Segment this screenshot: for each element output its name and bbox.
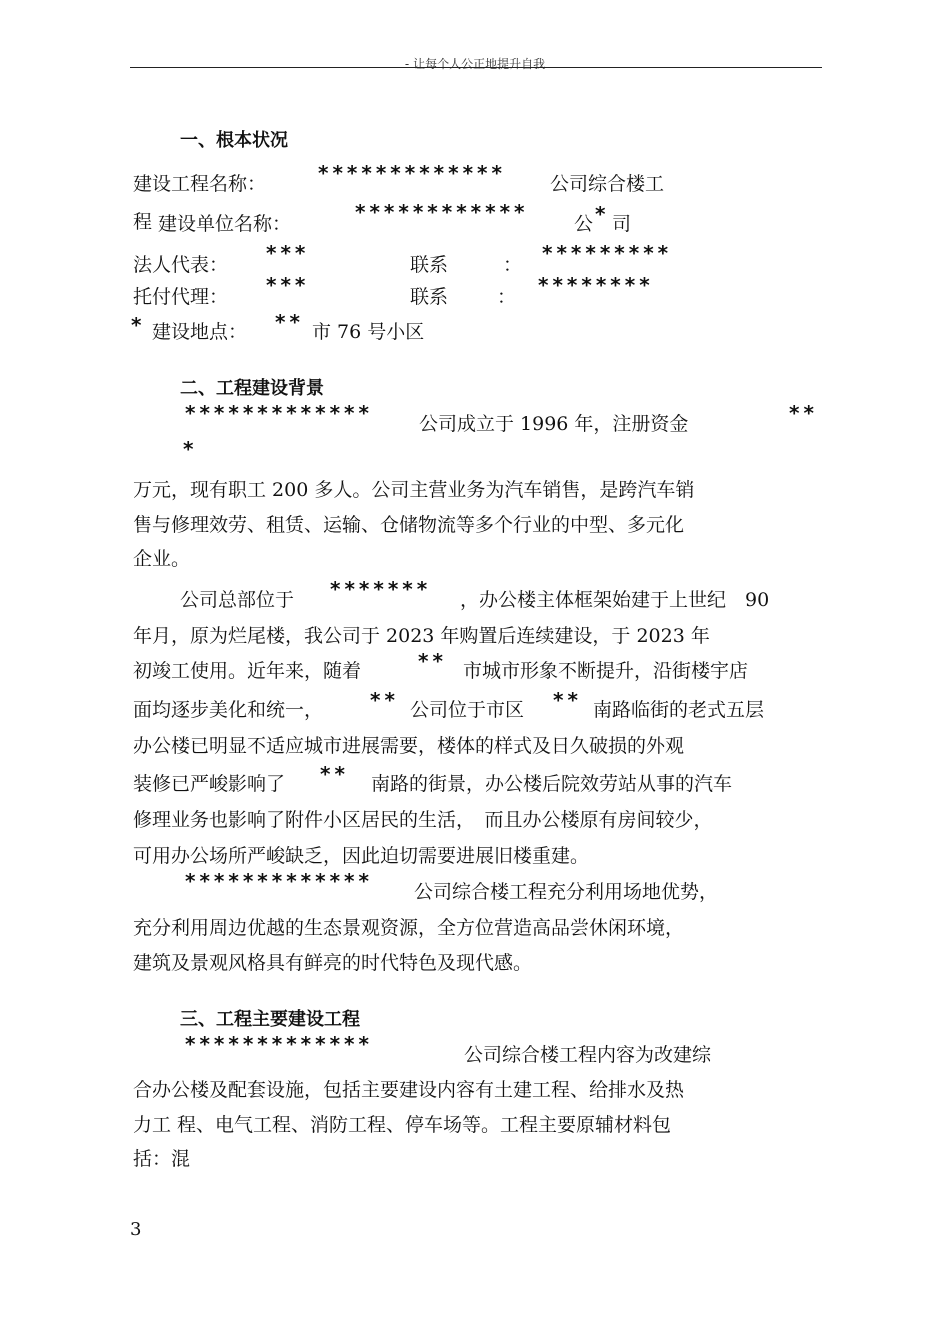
agent-label: 托付代理： bbox=[133, 286, 229, 308]
p2-line6-a: 装修已严峻影响了 bbox=[133, 773, 286, 795]
section-heading-1: 一、根本状况 bbox=[180, 130, 288, 151]
project-name-label: 建设工程名称： bbox=[133, 173, 267, 195]
p2-line6-mask: ** bbox=[320, 762, 349, 786]
p3-line3: 建筑及景观风格具有鲜亮的时代特色及现代感。 bbox=[133, 952, 533, 974]
p1-line4: 企业。 bbox=[133, 548, 191, 570]
page-header-text: - 让每个人公正地提升自我 bbox=[404, 57, 546, 71]
p1-line1-text: 公司成立于 1996 年，注册资金 bbox=[419, 413, 689, 435]
site-label: 建设地点： bbox=[152, 321, 248, 343]
s3-line3: 力工 程、电气工程、消防工程、停车场等。工程主要原辅材料包 bbox=[133, 1114, 672, 1136]
p2-line3-mask: ** bbox=[418, 649, 447, 673]
p2-line8: 可用办公场所严峻缺乏，因此迫切需要进展旧楼重建。 bbox=[133, 845, 590, 867]
s3-company-mask: ************* bbox=[185, 1032, 373, 1056]
project-name-suffix: 公司综合楼工 bbox=[550, 173, 665, 195]
site-mask: ** bbox=[275, 310, 304, 334]
unit-name-suffix-a: 公 bbox=[574, 213, 594, 235]
p1-capital-mask: ** bbox=[789, 401, 818, 425]
site-star: * bbox=[131, 313, 146, 337]
p2-line6-b: 南路的街景，办公楼后院效劳站从事的汽车 bbox=[371, 773, 733, 795]
contact-label-1: 联系 bbox=[410, 254, 449, 276]
p2-line4-a: 面均逐步美化和统一， bbox=[133, 699, 324, 721]
agent-mask: *** bbox=[266, 273, 310, 297]
page-number: 3 bbox=[130, 1219, 142, 1240]
p3-company-mask: ************* bbox=[185, 869, 373, 893]
p2-line1-b: ，办公楼主体框架始建于上世纪 90 bbox=[460, 589, 770, 611]
project-name-mask: ************* bbox=[318, 161, 506, 185]
contact-colon-1: ： bbox=[503, 254, 523, 276]
p1-line2: 万元，现有职工 200 多人。公司主营业务为汽车销售，是跨汽车销 bbox=[133, 479, 695, 501]
site-text: 市 76 号小区 bbox=[312, 321, 425, 343]
unit-name-label: 建设单位名称： bbox=[158, 213, 292, 235]
p1-line3: 售与修理效劳、租赁、运输、仓储物流等多个行业的中型、多元化 bbox=[133, 514, 685, 536]
p3-line2: 充分利用周边优越的生态景观资源，全方位营造高品尝休闲环境， bbox=[133, 917, 685, 939]
p2-line1-mask: ******* bbox=[330, 577, 432, 601]
s3-line2: 合办公楼及配套设施，包括主要建设内容有土建工程、给排水及热 bbox=[133, 1079, 685, 1101]
section-heading-3: 三、工程主要建设工程 bbox=[180, 1009, 360, 1030]
unit-name-suffix-b: 司 bbox=[612, 213, 632, 235]
legal-rep-mask: *** bbox=[266, 241, 310, 265]
unit-name-star: * bbox=[595, 202, 610, 226]
p3-line1: 公司综合楼工程充分利用场地优势， bbox=[414, 881, 719, 903]
header-rule bbox=[130, 67, 822, 68]
unit-prefix: 程 bbox=[133, 211, 153, 233]
contact-label-2: 联系 bbox=[410, 286, 449, 308]
unit-name-mask: ************ bbox=[355, 200, 529, 224]
p1-capital-mask-wrap: * bbox=[183, 437, 198, 461]
s3-line1: 公司综合楼工程内容为改建综 bbox=[464, 1044, 712, 1066]
p2-line2: 年月，原为烂尾楼，我公司于 2023 年购置后连续建设，于 2023 年 bbox=[133, 625, 710, 647]
project-name-line bbox=[133, 172, 266, 196]
p2-line7: 修理业务也影响了附件小区居民的生活， 而且办公楼原有房间较少， bbox=[133, 809, 713, 831]
p2-line3-a: 初竣工使用。近年来，随着 bbox=[133, 660, 362, 682]
p2-line4-c: 南路临街的老式五层 bbox=[593, 699, 765, 721]
p2-line4-mask: ** bbox=[370, 688, 399, 712]
contact-mask-1: ********* bbox=[542, 241, 673, 265]
p2-line4-b: 公司位于市区 bbox=[410, 699, 525, 721]
p2-line1-a: 公司总部位于 bbox=[180, 589, 295, 611]
section-heading-2: 二、工程建设背景 bbox=[180, 378, 324, 399]
p2-line3-b: 市城市形象不断提升，沿街楼宇店 bbox=[463, 660, 749, 682]
contact-colon-2: ： bbox=[497, 286, 517, 308]
s3-line4: 括：混 bbox=[133, 1148, 191, 1170]
contact-mask-2: ******** bbox=[538, 273, 654, 297]
p2-line5: 办公楼已明显不适应城市进展需要，楼体的样式及日久破损的外观 bbox=[133, 735, 685, 757]
p1-company-mask: ************* bbox=[185, 401, 373, 425]
legal-rep-label: 法人代表： bbox=[133, 254, 229, 276]
p2-line4-mask2: ** bbox=[553, 688, 582, 712]
